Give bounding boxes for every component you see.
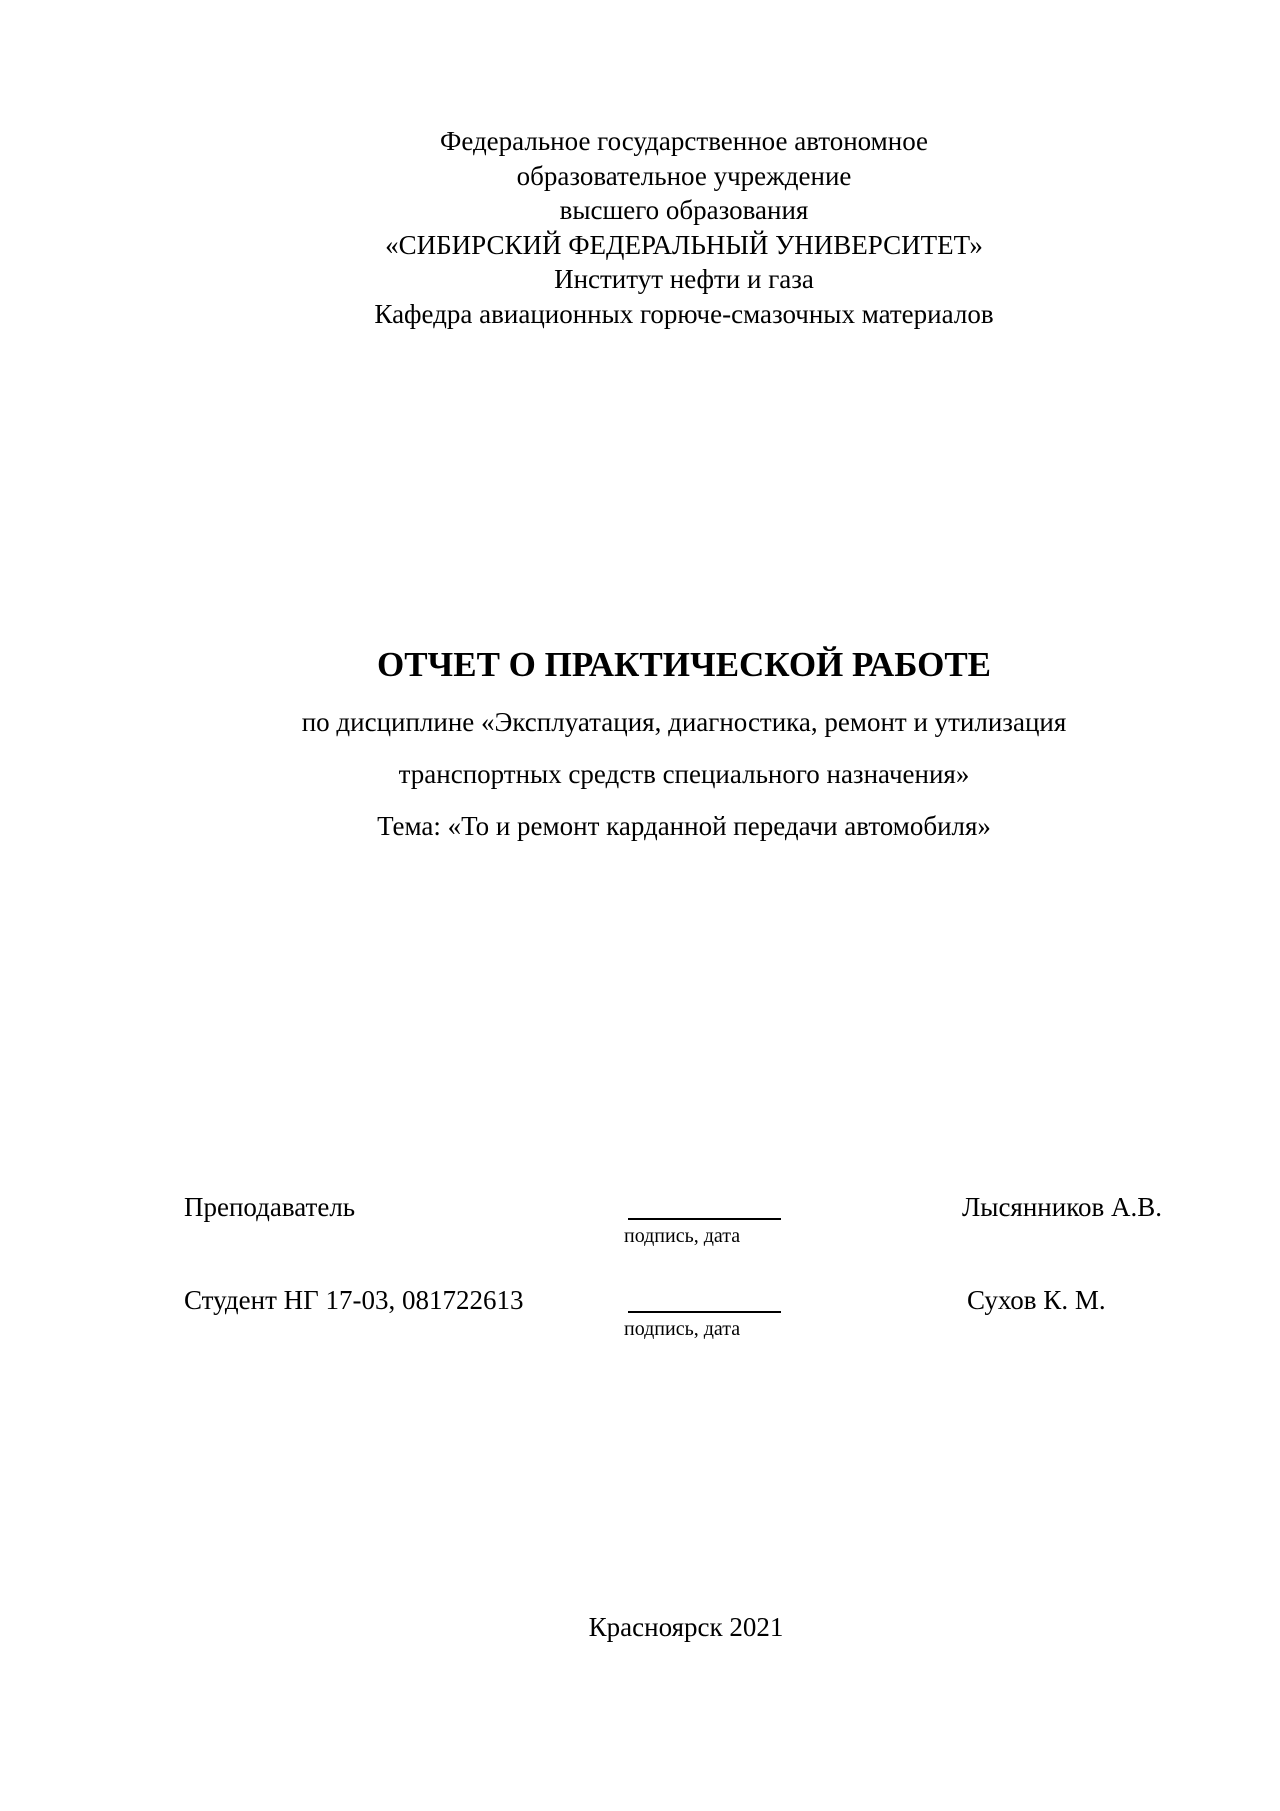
header-line-organization-type: Федеральное государственное автономное <box>439 126 929 156</box>
report-title: ОТЧЕТ О ПРАКТИЧЕСКОЙ РАБОТЕ <box>376 645 992 684</box>
header-line-department: Кафедра авиационных горюче-смазочных материалов <box>374 298 994 329</box>
signature-row-teacher <box>0 1190 1280 1250</box>
discipline-line-2: транспортных средств специального назначения» <box>398 759 970 789</box>
report-title-block <box>0 640 1280 852</box>
signature-role: Преподаватель <box>184 1192 356 1222</box>
header-line-institute: Институт нефти и газа <box>554 264 814 294</box>
signature-line <box>628 1311 781 1313</box>
signature-caption: подпись, дата <box>624 1225 741 1247</box>
header-line-institution-type: образовательное учреждение <box>516 160 852 191</box>
footer-place-year: Красноярск 2021 <box>588 1612 784 1642</box>
signature-role: Студент НГ 17-03, 081722613 <box>184 1285 524 1315</box>
signature-row-student <box>0 1283 1280 1343</box>
report-topic: Тема: «То и ремонт карданной передачи автомобиля» <box>377 811 991 841</box>
signature-caption: подпись, дата <box>624 1318 741 1340</box>
header-line-university-name: «СИБИРСКИЙ ФЕДЕРАЛЬНЫЙ УНИВЕРСИТЕТ» <box>385 229 983 260</box>
signature-name: Лысянников А.В. <box>962 1192 1162 1222</box>
discipline-line-1: по дисциплине «Эксплуатация, диагностика, ремонт и утилизация <box>301 707 1067 737</box>
signature-name: Сухов К. М. <box>967 1285 1106 1315</box>
signature-line <box>628 1218 781 1220</box>
header-line-education-level: высшего образования <box>559 195 809 225</box>
institution-header <box>0 124 1280 331</box>
